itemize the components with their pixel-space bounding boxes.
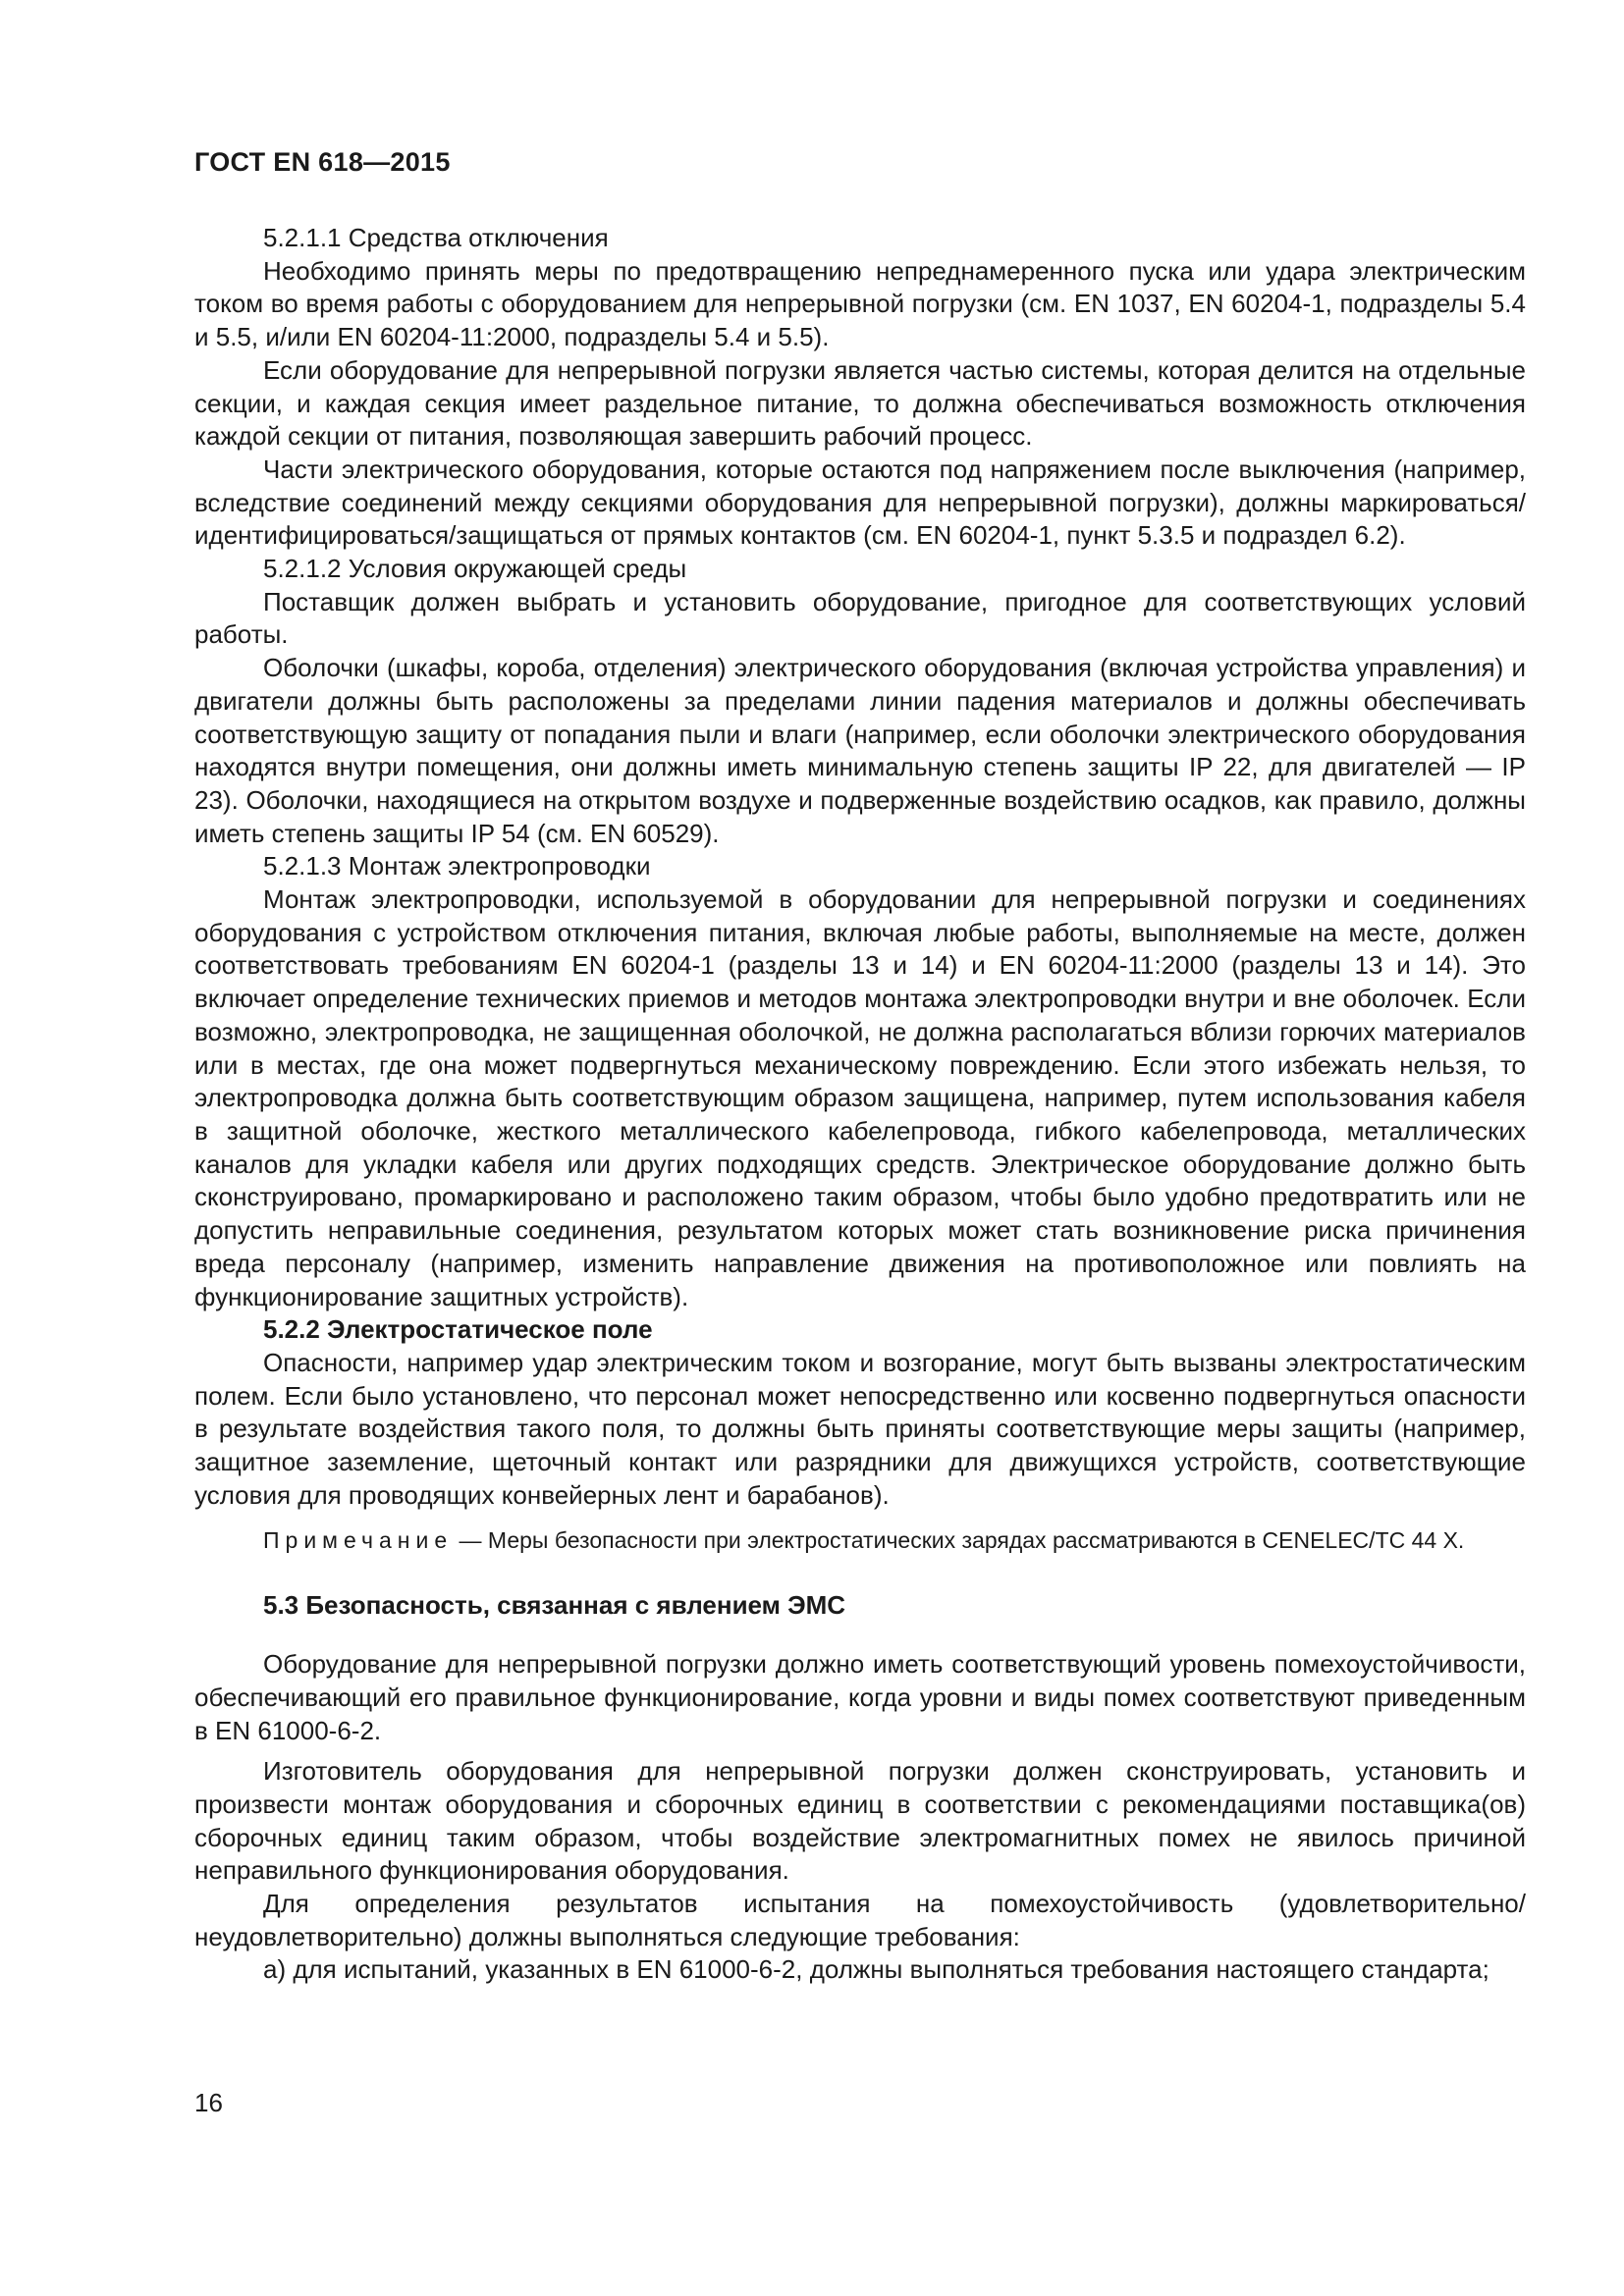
paragraph: Части электрического оборудования, которые остаются под напряжением после выключения (например, вследствие соединений между секциями оборудования для непрерывной погрузки), должны маркироваться/идентифицироваться/защищаться от прямых контактов (см. EN 60204-1, пункт 5.3.5 и подраздел 6.2). (194, 454, 1526, 551)
section-heading-5-3: 5.3 Безопасность, связанная с явлением ЭМС (263, 1590, 846, 1621)
note-label: Примечание (263, 1527, 454, 1554)
note-text: — Меры безопасности при электростатических зарядах рассматриваются в CENELEC/TC 44 X. (453, 1527, 1465, 1554)
paragraph: Оболочки (шкафы, короба, отделения) электрического оборудования (включая устройства управления) и двигатели должны быть расположены за пределами линии падения материалов и должны обеспечивать соответствующую защиту от попадания пыли и влаги (например, если оболочки электрического оборудования находятся внутри помещения, они должны иметь минимальную степень защиты IP 22, для двигателей — IP 23). Оболочки, находящиеся на открытом воздухе и подверженные воздействию осадков, как правило, должны иметь степень защиты IP 54 (см. EN 60529). (194, 653, 1526, 848)
paragraph: Если оборудование для непрерывной погрузки является частью системы, которая делится на отдельные секции, и каждая секция имеет раздельное питание, то должна обеспечиваться возможность отключения каждой секции от питания, позволяющая завершить рабочий процесс. (194, 354, 1526, 452)
paragraph: Оборудование для непрерывной погрузки должно иметь соответствующий уровень помехоустойчивости, обеспечивающий его правильное функционирование, когда уровни и виды помех соответствуют приведенным в EN 61000-6-2. (194, 1649, 1526, 1745)
paragraph: Поставщик должен выбрать и установить оборудование, пригодное для соответствующих условий работы. (194, 586, 1526, 650)
subsection-heading-5-2-1-2: 5.2.1.2 Условия окружающей среды (263, 554, 687, 584)
paragraph: Для определения результатов испытания на помехоустойчивость (удовлетворительно/неудовлетворительно) должны выполняться следующие требования: (194, 1889, 1526, 1951)
paragraph: Изготовитель оборудования для непрерывной погрузки должен сконструировать, установить и произвести монтаж оборудования и сборочных единиц в соответствии с рекомендациями поставщика(ов) сборочных единиц таким образом, чтобы воздействие электромагнитных помех не явилось причиной неправильного функционирования оборудования. (194, 1756, 1526, 1886)
section-heading-5-2-2: 5.2.2 Электростатическое поле (263, 1314, 653, 1345)
subsection-heading-5-2-1-1: 5.2.1.1 Средства отключения (263, 223, 609, 252)
document-header: ГОСТ EN 618—2015 (194, 147, 451, 177)
list-item: а) для испытаний, указанных в EN 61000-6-2, должны выполняться требования настоящего стандарта; (263, 1954, 1489, 1985)
page-number: 16 (194, 2088, 223, 2117)
paragraph: Необходимо принять меры по предотвращению непреднамеренного пуска или удара электрическим током во время работы с оборудованием для непрерывной погрузки (см. EN 1037, EN 60204-1, подразделы 5.4 и 5.5, и/или EN 60204-11:2000, подразделы 5.4 и 5.5). (194, 255, 1526, 352)
document-body (194, 222, 1526, 1987)
subsection-heading-5-2-1-3: 5.2.1.3 Монтаж электропроводки (263, 851, 651, 881)
note (194, 1525, 1526, 1556)
paragraph: Опасности, например удар электрическим током и возгорание, могут быть вызваны электростатическим полем. Если было установлено, что персонал может непосредственно или косвенно подвергнуться опасности в результате воздействия такого поля, то должны быть приняты соответствующие меры защиты (например, защитное заземление, щеточный контакт или разрядники для движущихся устройств, соответствующие условия для проводящих конвейерных лент и барабанов). (194, 1347, 1526, 1510)
paragraph: Монтаж электропроводки, используемой в оборудовании для непрерывной погрузки и соединениях оборудования с устройством отключения питания, включая любые работы, выполняемые на месте, должен соответствовать требованиям EN 60204-1 (разделы 13 и 14) и EN 60204-11:2000 (разделы 13 и 14). Это включает определение технических приемов и методов монтажа электропроводки внутри и вне оболочек. Если возможно, электропроводка, не защищенная оболочкой, не должна располагаться вблизи горючих материалов или в местах, где она может подвергнуться механическому повреждению. Если этого избежать нельзя, то электропроводка должна быть соответствующим образом защищена, например, путем использования кабеля в защитной оболочке, жесткого металлического кабелепровода, гибкого кабелепровода, металлических каналов для укладки кабеля или других подходящих средств. Электрическое оборудование должно быть сконструировано, промаркировано и расположено таким образом, чтобы было удобно предотвратить или не допустить неправильные соединения, результатом которых может стать возникновение риска причинения вреда персоналу (например, изменить направление движения на противоположное или повлиять на функционирование защитных устройств). (194, 884, 1526, 1311)
